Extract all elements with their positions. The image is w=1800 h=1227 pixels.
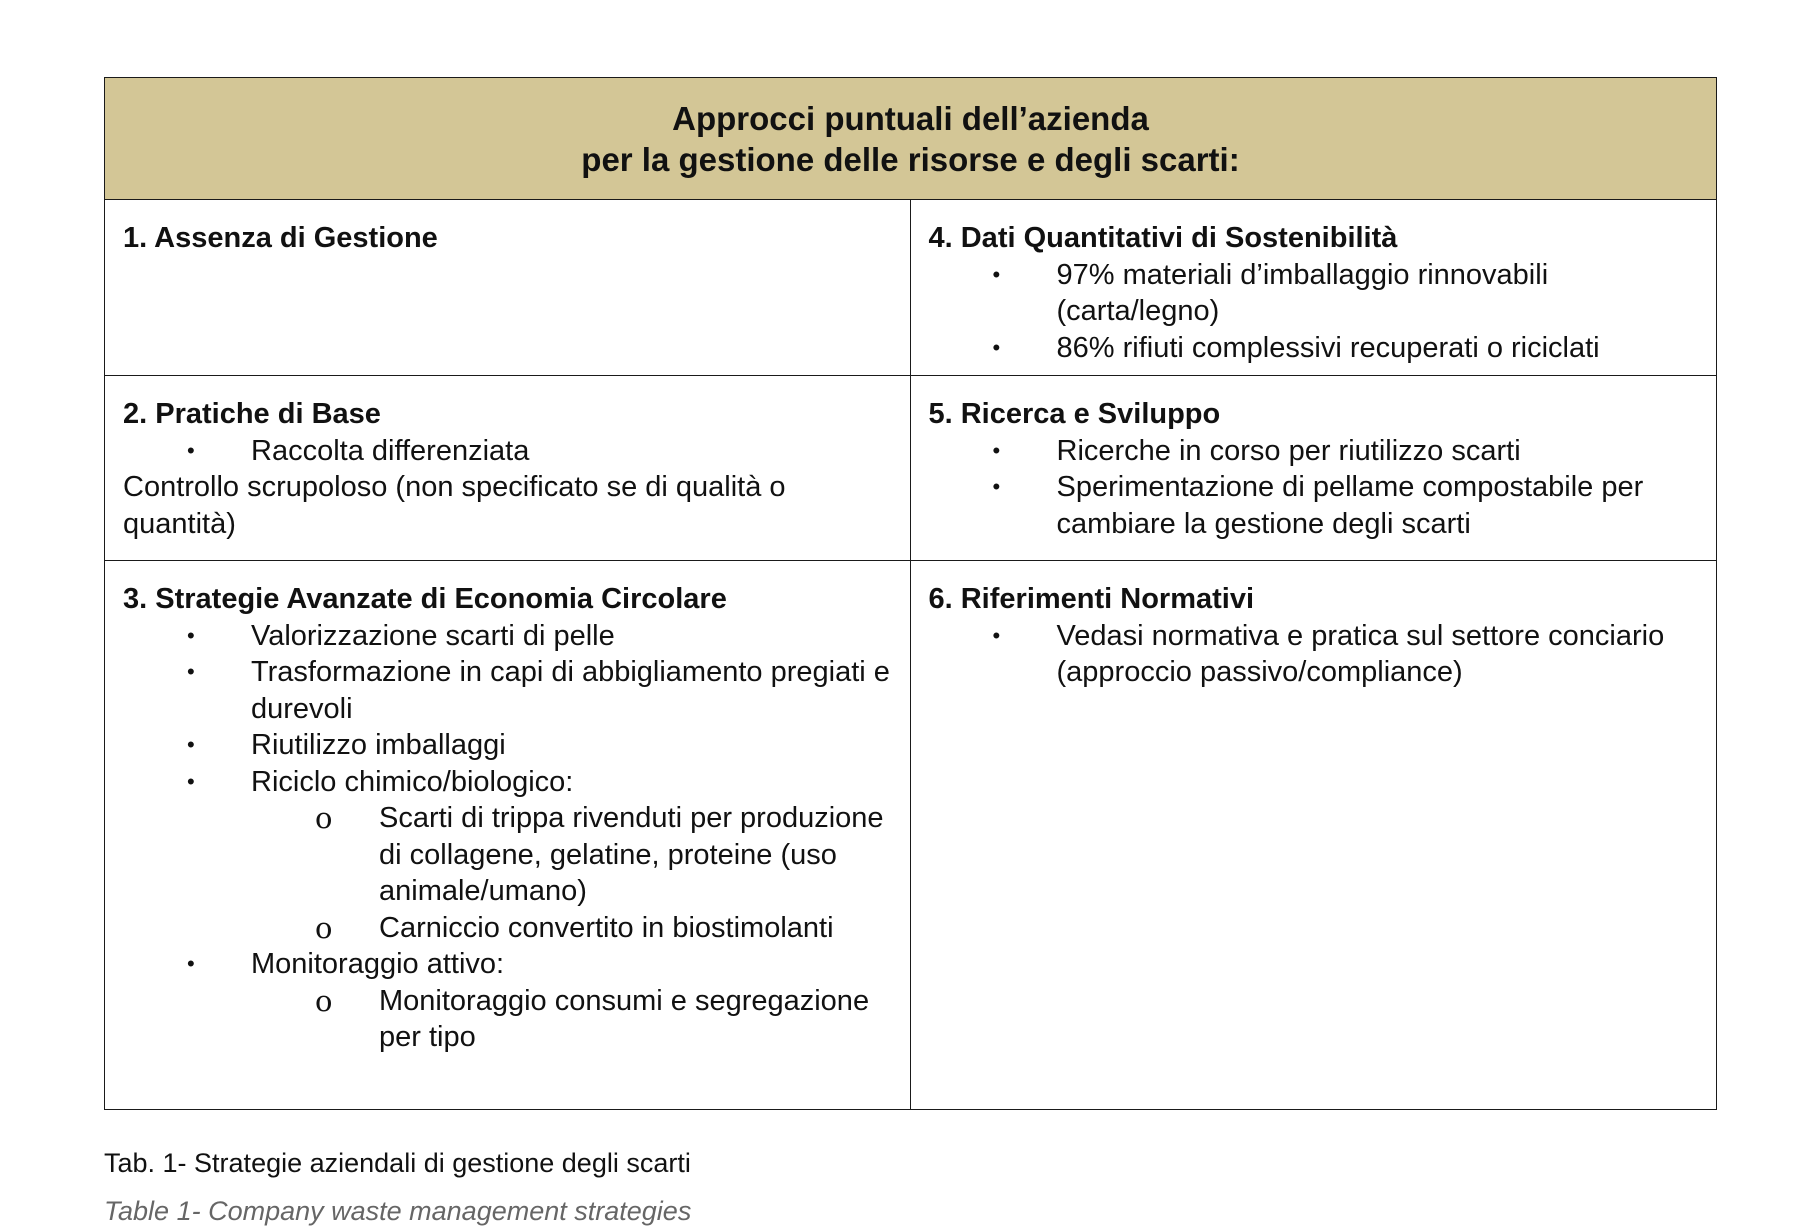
list-item	[123, 946, 892, 983]
sub-bullet-icon: o	[315, 801, 333, 835]
table-row	[105, 200, 1716, 376]
list-item	[929, 469, 1699, 542]
bullet-icon: •	[187, 732, 195, 757]
cell-dati-quantitativi	[911, 200, 1717, 375]
list-item	[929, 330, 1699, 367]
sub-list-item	[123, 800, 892, 910]
list-item-text: Sperimentazione di pellame compostabile per cambiare la gestione degli scarti	[1056, 471, 1644, 540]
table-header-line-2: per la gestione delle risorse e degli scarti:	[581, 140, 1240, 178]
bullet-icon: •	[187, 622, 195, 648]
table-header	[105, 78, 1716, 200]
sub-list-item	[123, 983, 892, 1056]
list-item	[123, 764, 892, 801]
bullet-icon: •	[992, 334, 1001, 360]
list-item	[929, 433, 1699, 470]
list-item-text: Valorizzazione scarti di pelle	[251, 619, 615, 652]
list-item	[123, 727, 892, 764]
list-item-text: Riciclo chimico/biologico:	[251, 765, 574, 798]
list-item	[123, 618, 892, 655]
table-row	[105, 561, 1716, 1109]
bullet-icon: •	[187, 768, 195, 794]
list-item-text: 86% rifiuti complessivi recuperati o riciclati	[1056, 331, 1600, 364]
sub-list-item-text: Monitoraggio consumi e segregazione per tipo	[379, 984, 870, 1053]
list-item-text: Vedasi normativa e pratica sul settore conciario (approccio passivo/compliance)	[1056, 619, 1665, 688]
table-caption-english: Table 1- Company waste management strategies	[104, 1196, 692, 1226]
list-item-text: Monitoraggio attivo:	[251, 948, 505, 980]
cell-paragraph: Controllo scrupoloso (non specificato se di qualità o quantità)	[123, 471, 786, 540]
list-item	[929, 257, 1699, 330]
sub-list-item	[123, 910, 892, 947]
sub-list-item-text: Carniccio convertito in biostimolanti	[379, 911, 834, 944]
bullet-icon: •	[992, 474, 1001, 499]
bullet-icon: •	[187, 437, 195, 463]
list-item-text: Trasformazione in capi di abbigliamento pregiati e durevoli	[251, 656, 890, 725]
strategies-table	[104, 77, 1717, 1110]
sub-bullet-icon: o	[315, 983, 333, 1018]
cell-title: 6. Riferimenti Normativi	[928, 583, 1255, 615]
bullet-icon: •	[992, 437, 1001, 463]
table-row	[105, 376, 1716, 561]
cell-title: 2. Pratiche di Base	[123, 398, 381, 430]
bullet-icon: •	[187, 951, 195, 976]
list-item	[123, 654, 892, 727]
list-item	[123, 433, 892, 470]
cell-title: 5. Ricerca e Sviluppo	[928, 398, 1221, 430]
sub-list-item-text: Scarti di trippa rivenduti per produzione di collagene, gelatine, proteine (uso animale/umano)	[379, 802, 884, 907]
cell-title: 1. Assenza di Gestione	[123, 222, 438, 254]
bullet-icon: •	[187, 659, 195, 684]
list-item-text: 97% materiali d’imballaggio rinnovabili (carta/legno)	[1056, 258, 1549, 327]
cell-ricerca-sviluppo	[911, 376, 1717, 560]
list-item	[929, 618, 1699, 691]
table-header-line-1: Approcci puntuali dell’azienda	[672, 99, 1149, 137]
list-item-text: Ricerche in corso per riutilizzo scarti	[1056, 434, 1521, 467]
sub-bullet-icon: o	[315, 910, 333, 945]
cell-riferimenti-normativi	[911, 561, 1717, 1109]
bullet-icon: •	[992, 622, 1001, 648]
bullet-icon: •	[992, 261, 1001, 287]
list-item-text: Riutilizzo imballaggi	[251, 729, 506, 761]
cell-assenza-gestione	[105, 200, 911, 375]
cell-title: 4. Dati Quantitativi di Sostenibilità	[928, 222, 1398, 254]
cell-pratiche-base	[105, 376, 911, 560]
table-caption: Tab. 1- Strategie aziendali di gestione degli scarti	[104, 1148, 691, 1178]
cell-title: 3. Strategie Avanzate di Economia Circolare	[123, 583, 727, 615]
cell-strategie-avanzate	[105, 561, 911, 1109]
list-item-text: Raccolta differenziata	[251, 434, 530, 467]
